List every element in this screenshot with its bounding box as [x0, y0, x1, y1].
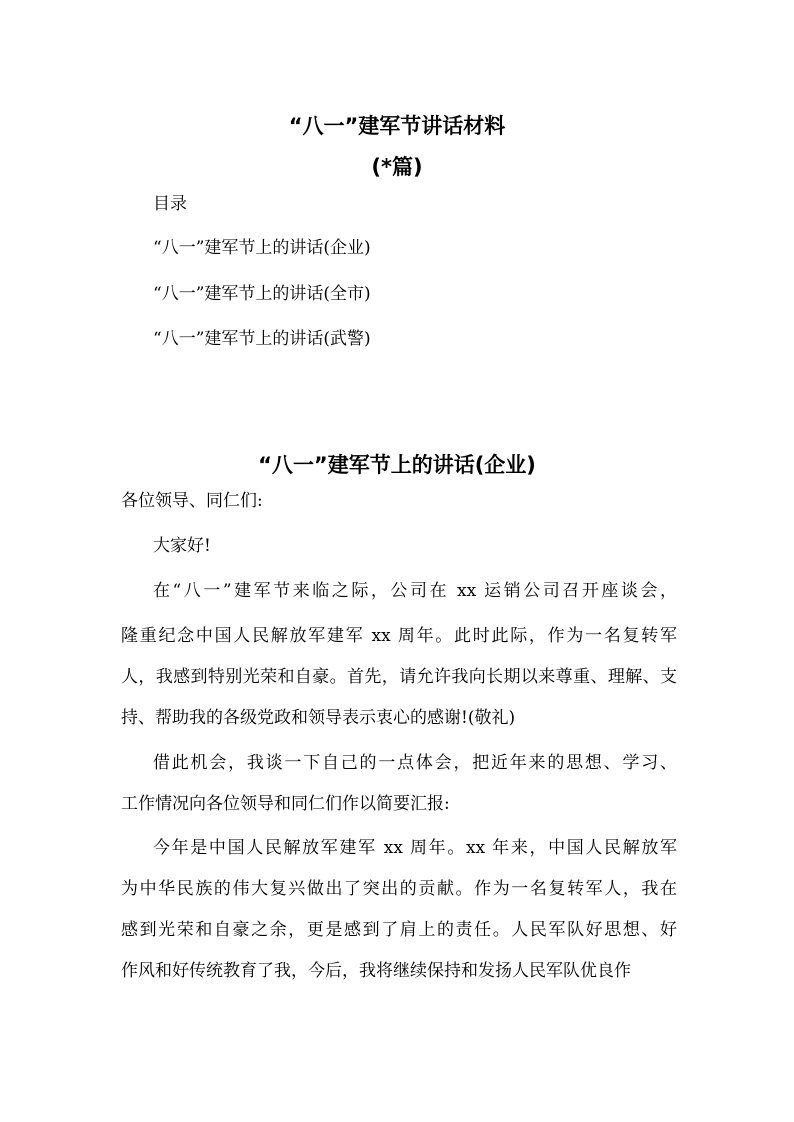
- paragraph-line: 作风和好传统教育了我，今后，我将继续保持和发扬人民军队优良作: [121, 961, 631, 981]
- paragraph-line: 为中华民族的伟大复兴做出了突出的贡献。作为一名复转军人，我在: [121, 879, 677, 899]
- paragraph-line: 人，我感到特别光荣和自豪。首先，请允许我向长期以来尊重、理解、支: [121, 667, 677, 687]
- document-subtitle: (*篇): [371, 155, 423, 179]
- toc-item[interactable]: “八一”建军节上的讲话(企业): [153, 238, 371, 258]
- toc-item[interactable]: “八一”建军节上的讲话(全市): [153, 284, 371, 304]
- paragraph-line: 工作情况向各位领导和同仁们作以简要汇报:: [121, 794, 450, 814]
- paragraph-line: 持、帮助我的各级党政和领导表示衷心的感谢!(敬礼): [121, 708, 516, 728]
- paragraph-line: 今年是中国人民解放军建军 xx 周年。xx 年来，中国人民解放军: [153, 838, 677, 858]
- paragraph-line: 借此机会，我谈一下自己的一点体会，把近年来的思想、学习、: [153, 753, 677, 773]
- speech-title: “八一”建军节上的讲话(企业): [258, 453, 536, 477]
- paragraph-line: 在“八一”建军节来临之际，公司在 xx 运销公司召开座谈会，: [153, 581, 677, 601]
- paragraph-line: 隆重纪念中国人民解放军建军 xx 周年。此时此际，作为一名复转军: [121, 626, 677, 646]
- speech-greeting: 大家好!: [153, 536, 211, 556]
- paragraph-line: 感到光荣和自豪之余，更是感到了肩上的责任。人民军队好思想、好: [121, 920, 677, 940]
- toc-item[interactable]: “八一”建军节上的讲话(武警): [153, 329, 371, 349]
- speech-salutation: 各位领导、同仁们:: [121, 491, 263, 511]
- document-title: “八一”建军节讲话材料: [288, 114, 506, 138]
- toc-heading: 目录: [153, 194, 187, 214]
